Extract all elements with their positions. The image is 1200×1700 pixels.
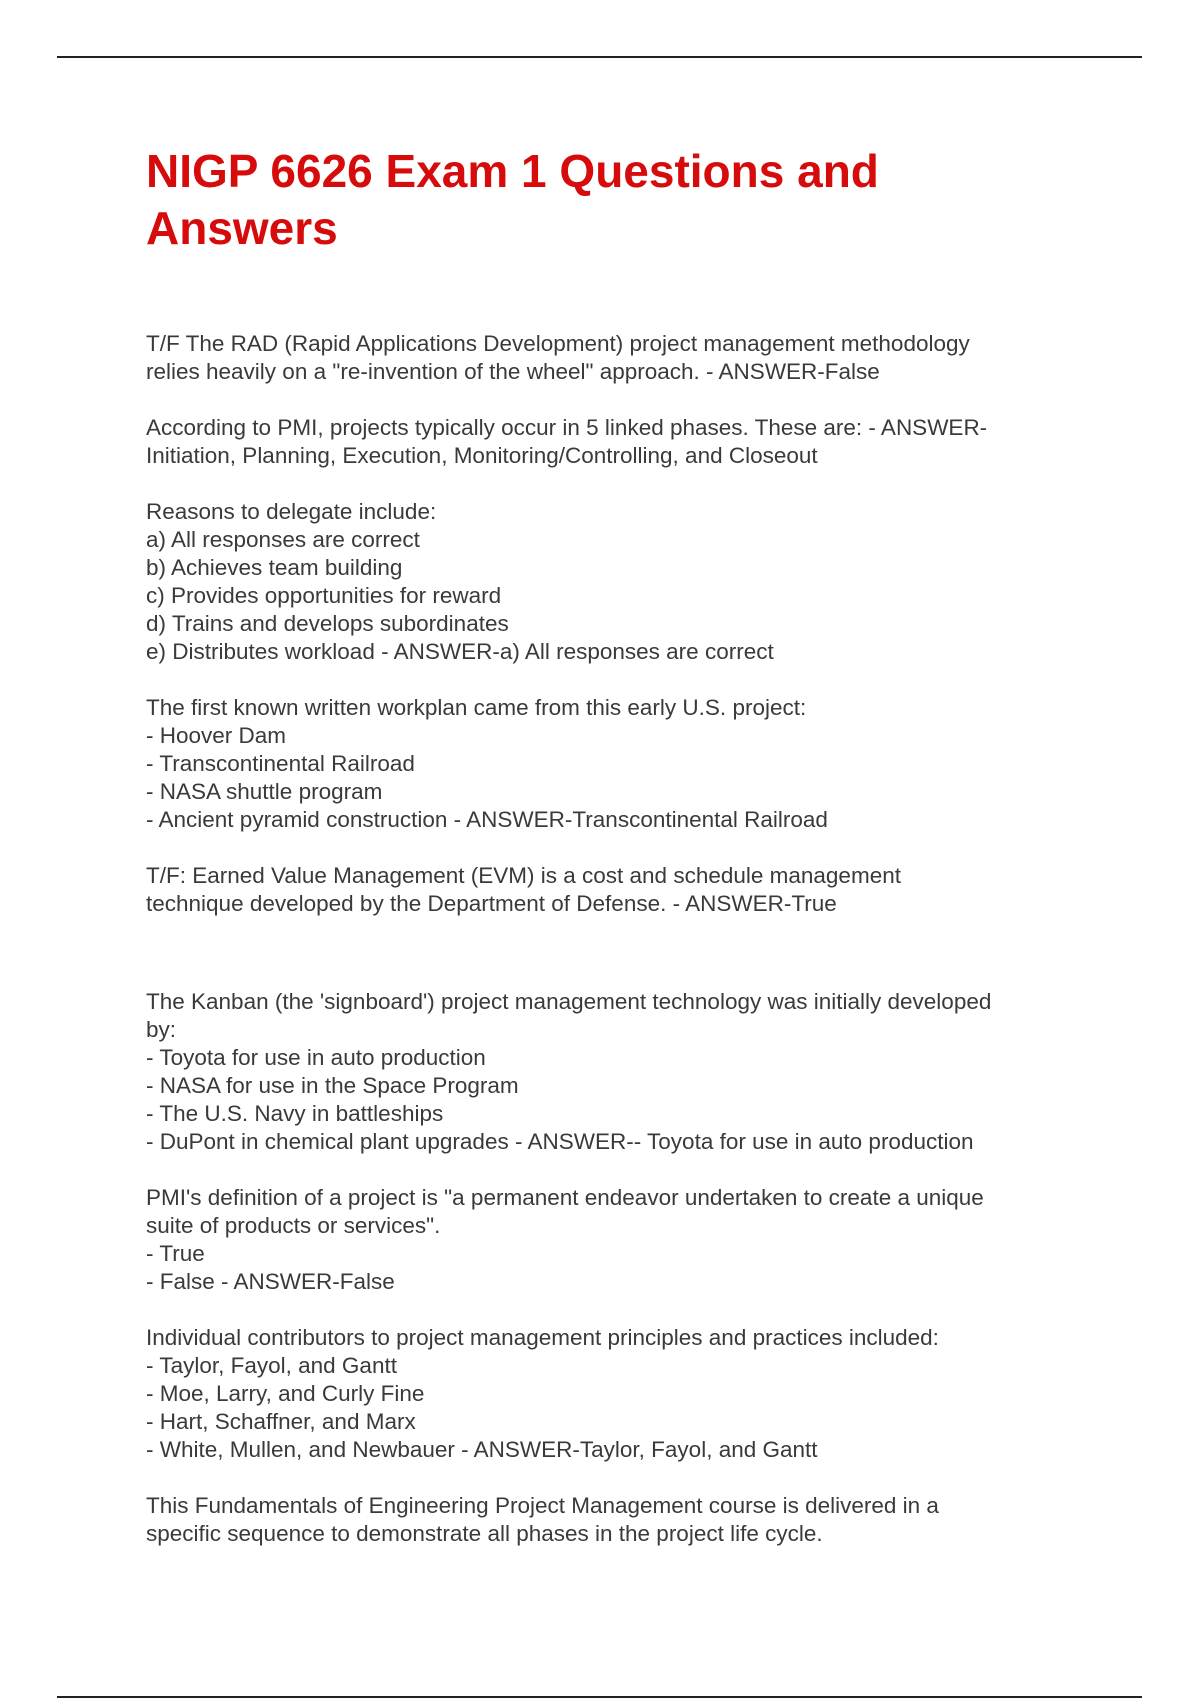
qa-line: According to PMI, projects typically occur in 5 linked phases. These are: - ANSWER- <box>146 415 988 440</box>
qa-line: - White, Mullen, and Newbauer - ANSWER-Taylor, Fayol, and Gantt <box>146 1437 818 1462</box>
qa-line: e) Distributes workload - ANSWER-a) All responses are correct <box>146 639 774 664</box>
qa-line: Reasons to delegate include: <box>146 499 437 524</box>
qa-item <box>146 1324 1066 1464</box>
qa-line: - Ancient pyramid construction - ANSWER-Transcontinental Railroad <box>146 807 828 832</box>
qa-item <box>146 498 1066 666</box>
qa-line: technique developed by the Department of Defense. - ANSWER-True <box>146 891 837 916</box>
page-title <box>146 143 1046 257</box>
qa-item <box>146 1184 1066 1296</box>
qa-item <box>146 330 1066 386</box>
qa-line: a) All responses are correct <box>146 527 420 552</box>
qa-item <box>146 1492 1066 1548</box>
top-divider <box>57 56 1142 58</box>
qa-line: The Kanban (the 'signboard') project management technology was initially developed <box>146 989 992 1014</box>
qa-line: Individual contributors to project management principles and practices included: <box>146 1325 939 1350</box>
qa-item <box>146 414 1066 470</box>
qa-line: - Taylor, Fayol, and Gantt <box>146 1353 397 1378</box>
qa-line: - Hart, Schaffner, and Marx <box>146 1409 416 1434</box>
qa-line: - True <box>146 1241 205 1266</box>
qa-list <box>146 330 1066 1576</box>
qa-line: - False - ANSWER-False <box>146 1269 395 1294</box>
qa-item <box>146 694 1066 834</box>
qa-line: - DuPont in chemical plant upgrades - ANSWER-- Toyota for use in auto production <box>146 1129 974 1154</box>
qa-line: suite of products or services". <box>146 1213 441 1238</box>
qa-line: - The U.S. Navy in battleships <box>146 1101 444 1126</box>
title-line: Answers <box>146 202 338 254</box>
qa-item <box>146 862 1066 918</box>
qa-item <box>146 988 1066 1156</box>
qa-line: relies heavily on a "re-invention of the wheel" approach. - ANSWER-False <box>146 359 880 384</box>
qa-line: This Fundamentals of Engineering Project Management course is delivered in a <box>146 1493 939 1518</box>
qa-line: The first known written workplan came from this early U.S. project: <box>146 695 807 720</box>
title-line: NIGP 6626 Exam 1 Questions and <box>146 145 879 197</box>
qa-line: c) Provides opportunities for reward <box>146 583 502 608</box>
qa-line: by: <box>146 1017 177 1042</box>
qa-line: Initiation, Planning, Execution, Monitoring/Controlling, and Closeout <box>146 443 818 468</box>
qa-line: - NASA shuttle program <box>146 779 383 804</box>
qa-line: - Hoover Dam <box>146 723 287 748</box>
qa-line: PMI's definition of a project is "a permanent endeavor undertaken to create a unique <box>146 1185 984 1210</box>
qa-line: T/F: Earned Value Management (EVM) is a cost and schedule management <box>146 863 901 888</box>
qa-line: - NASA for use in the Space Program <box>146 1073 519 1098</box>
qa-line: b) Achieves team building <box>146 555 403 580</box>
qa-line: - Toyota for use in auto production <box>146 1045 486 1070</box>
qa-line: - Moe, Larry, and Curly Fine <box>146 1381 425 1406</box>
qa-line: specific sequence to demonstrate all phases in the project life cycle. <box>146 1521 823 1546</box>
qa-line: T/F The RAD (Rapid Applications Development) project management methodology <box>146 331 970 356</box>
qa-line: d) Trains and develops subordinates <box>146 611 509 636</box>
qa-line: - Transcontinental Railroad <box>146 751 415 776</box>
bottom-divider <box>57 1696 1142 1698</box>
